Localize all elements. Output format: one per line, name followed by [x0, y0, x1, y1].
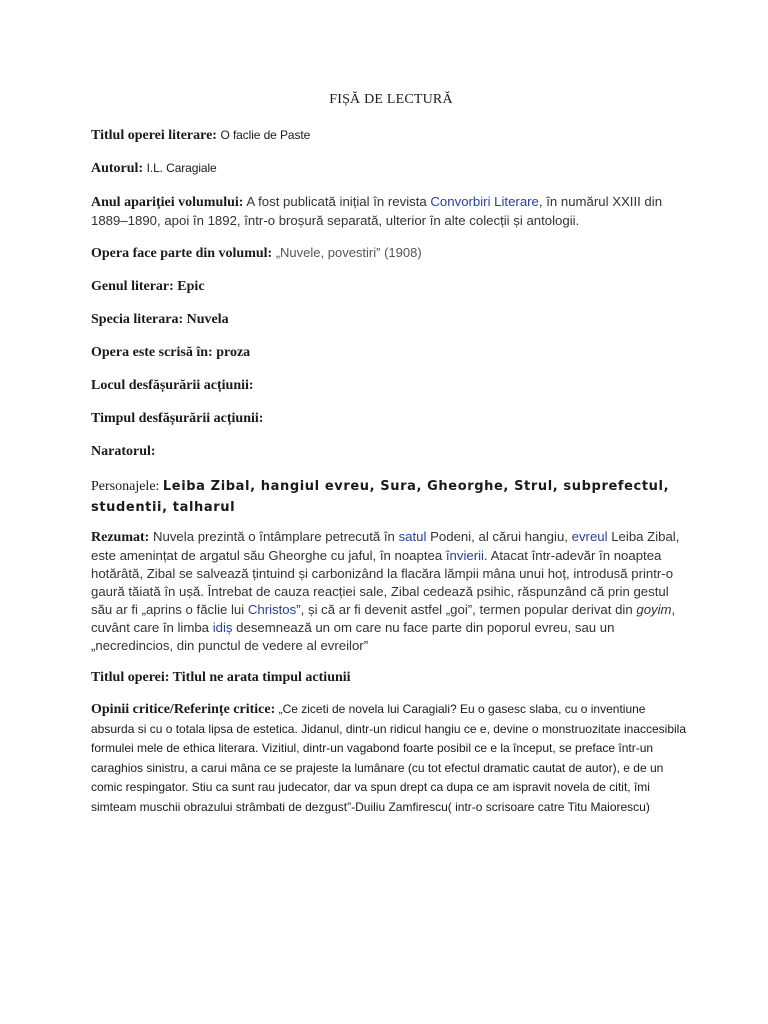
rezumat-label: Rezumat: [91, 530, 150, 545]
an-text-1: A fost publicată inițial în revista [246, 194, 427, 209]
volum-value: „Nuvele, povestiri” (1908) [275, 245, 422, 260]
convorbiri-link[interactable]: Convorbiri Literare [430, 194, 539, 209]
field-scrisa: Opera este scrisă în: proza [91, 345, 251, 360]
evreul-link[interactable]: evreul [571, 529, 608, 544]
field-specia: Specia literara: Nuvela [91, 312, 229, 327]
goyim-italic: goyim [636, 602, 672, 617]
rezumat-text-2: Podeni, al cărui hangiu, [430, 529, 568, 544]
field-titlu [91, 127, 691, 144]
personaje-label: Personajele: [91, 479, 160, 494]
critice-value: „Ce ziceti de novela lui Caragiali? Eu o gasesc slaba, cu o inventiune absurda si cu o totala lipsa de estetica. Jidanul, dintr-un ridicul hangiu ce e, devine o monstruozitate inaccesibila formulei mele de ethica literara. Vizitiul, dintr-un vagabond foarte posibil ce e la început, se preface într-un caraghios sinistru, a carui mâna ce se prajeste la lumânare (cu tot efectul dramatic cautat de autor), e de un comic respingator. Stiu ca sunt rau judecator, dar va spun drept ca dupa ce am ispravit novela de citit, îmi simteam muschii obrazului strâmbati de dezgust”-Duiliu Zamfirescu( intr-o scrisoare catre Titu Maiorescu) [91, 702, 687, 814]
document-content [91, 92, 691, 833]
autor-value: I.L. Caragiale [146, 161, 217, 175]
christos-link[interactable]: Christos [247, 602, 297, 617]
rezumat-text-7: desemnează un om care nu face parte din poporul evreu, sau un „necredincios, din punctul de vedere al evreilor” [91, 620, 615, 653]
personaje-value: Leiba Zibal, hangiul evreu, Sura, Gheorghe, Strul, subprefectul, studentii, talharul [91, 479, 670, 515]
titlu-label: Titlul operei literare: [91, 128, 217, 143]
field-personaje [91, 476, 691, 518]
field-locul: Locul desfășurării acțiunii: [91, 378, 254, 393]
field-naratorul: Naratorul: [91, 444, 156, 459]
field-gen: Genul literar: Epic [91, 279, 205, 294]
rezumat-text-1: Nuvela prezintă o întâmplare petrecută în [152, 529, 395, 544]
field-an [91, 193, 691, 230]
invierii-link[interactable]: învierii [445, 548, 484, 563]
an-label: Anul apariției volumului: [91, 195, 244, 210]
critice-label: Opinii critice/Referințe critice: [91, 702, 276, 717]
satul-link[interactable]: satul [398, 529, 427, 544]
field-critice [91, 700, 691, 817]
document-title: FIȘĂ DE LECTURĂ [329, 92, 453, 107]
rezumat-text-6: , cuvânt care în limba [91, 602, 676, 635]
field-volum [91, 244, 691, 262]
field-timpul: Timpul desfășurării acțiunii: [91, 411, 264, 426]
an-text-2: , în numărul XXIII din 1889–1890, apoi în 1892, într-o broșură separată, ulterior în alte colecții și antologii. [91, 194, 663, 228]
field-rezumat [91, 528, 691, 655]
autor-label: Autorul: [91, 161, 144, 176]
rezumat-text-5: ”, și că ar fi devenit astfel „goi”, termen popular derivat din [296, 602, 633, 617]
field-autor [91, 160, 691, 177]
titlu-value: O faclie de Paste [220, 128, 311, 142]
volum-label: Opera face parte din volumul: [91, 246, 273, 261]
field-titlu-operei: Titlul operei: Titlul ne arata timpul actiunii [91, 670, 351, 685]
rezumat-text-3: Leiba Zibal, este amenințat de argatul său Gheorghe cu jaful, în noaptea [91, 529, 680, 563]
rezumat-text-4: . Atacat într-adevăr în noaptea hotărâtă, Zibal se salvează țintuind și carbonizând la flacăra lămpii mâna unui hoț, introdusă printr-o gaură tăiată în ușă. Întrebat de cauza reacției sale, Zibal cedează psihic, răspunzând că prin gestul său ar fi „aprins o făclie lui [91, 548, 674, 617]
idis-link[interactable]: idiș [212, 620, 233, 635]
